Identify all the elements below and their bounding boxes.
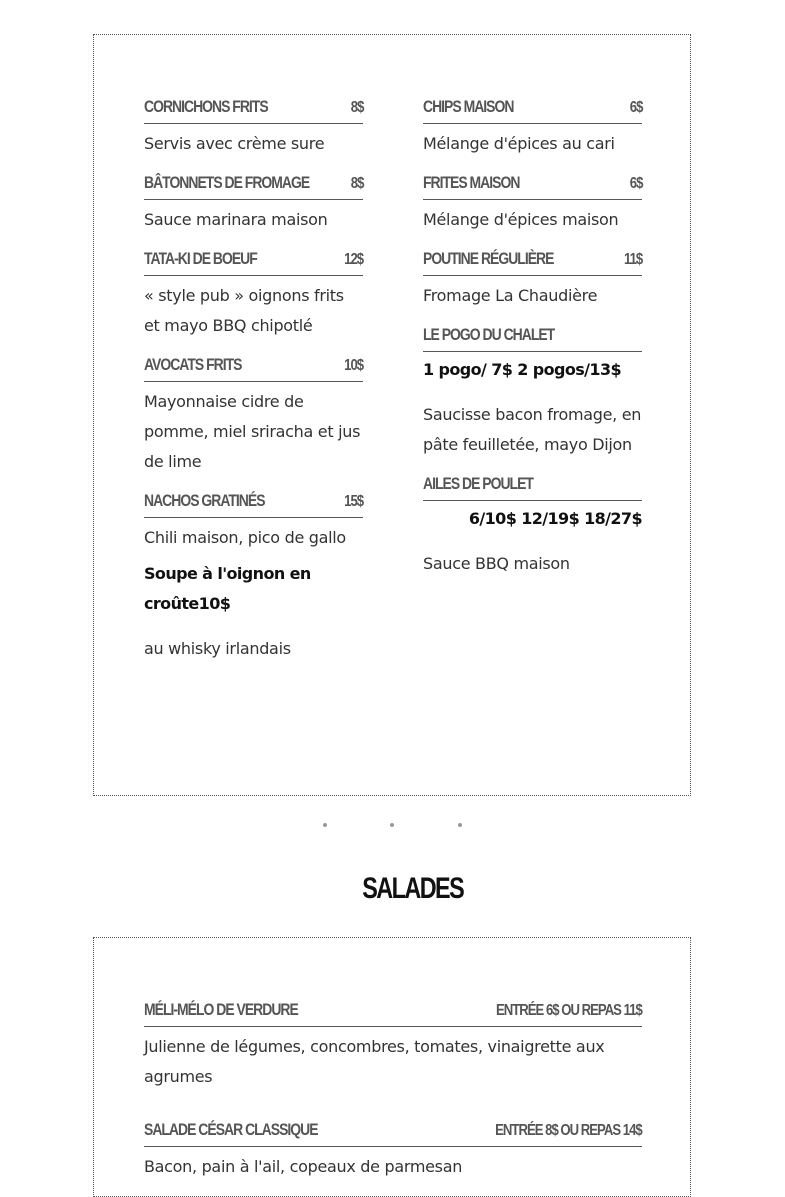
- menu-item-header: [423, 97, 642, 124]
- divider-dot: [458, 823, 462, 827]
- menu-item-description: Servis avec crème sure: [144, 134, 325, 153]
- appetizers-right-column: [423, 97, 642, 593]
- menu-item-header: [144, 97, 363, 124]
- ailes-prices: 6/10$ 12/19$ 18/27$: [468, 509, 642, 528]
- divider-dot: [323, 823, 327, 827]
- menu-item-header: [423, 325, 642, 352]
- menu-item: [144, 491, 363, 553]
- menu-item: [144, 249, 363, 341]
- menu-item-price: ENTRÉE 6$ OU REPAS 11$: [496, 1002, 642, 1019]
- menu-item-description: Sauce BBQ maison: [423, 554, 570, 573]
- menu-item-header: [144, 1000, 642, 1027]
- pogo-prices: 1 pogo/ 7$ 2 pogos/13$: [423, 360, 622, 379]
- soupe-title: Soupe à l'oignon en croûte10$: [144, 564, 311, 613]
- menu-item-name: CORNICHONS FRITS: [144, 97, 268, 116]
- menu-item-price: 15$: [344, 493, 363, 510]
- menu-item-price: 6$: [629, 175, 642, 192]
- menu-item-description: Mélange d'épices maison: [423, 210, 619, 229]
- appetizers-menu-box: [93, 34, 691, 796]
- appetizers-left-column: [144, 97, 363, 664]
- menu-item: [423, 249, 642, 311]
- menu-item-description: Julienne de légumes, concombres, tomates, vinaigrette aux agrumes: [144, 1037, 605, 1086]
- menu-item-description: Mélange d'épices au cari: [423, 134, 615, 153]
- menu-item-price: 6$: [629, 99, 642, 116]
- menu-item-name: FRITES MAISON: [423, 173, 520, 192]
- menu-item: [144, 97, 363, 159]
- menu-item-price: ENTRÉE 8$ OU REPAS 14$: [495, 1122, 642, 1139]
- menu-item-name: NACHOS GRATINÉS: [144, 491, 265, 510]
- menu-item: [144, 173, 363, 235]
- menu-item-name: TATA-KI DE BOEUF: [144, 249, 257, 268]
- menu-item-name: CHIPS MAISON: [423, 97, 514, 116]
- menu-item-name: MÉLI-MÉLO DE VERDURE: [144, 1000, 298, 1019]
- section-divider-dots: [0, 823, 785, 829]
- menu-item-description: Sauce marinara maison: [144, 210, 328, 229]
- menu-item-name: BÂTONNETS DE FROMAGE: [144, 173, 310, 192]
- menu-item-name: AVOCATS FRITS: [144, 355, 242, 374]
- menu-item-description: Saucisse bacon fromage, en pâte feuilletée, mayo Dijon: [423, 405, 642, 454]
- menu-item-price: 8$: [350, 99, 363, 116]
- menu-item: [144, 1120, 642, 1182]
- menu-item-description: Bacon, pain à l'ail, copeaux de parmesan: [144, 1157, 463, 1176]
- ailes-item: [423, 474, 642, 579]
- menu-item-name: AILES DE POULET: [423, 474, 533, 493]
- menu-item-header: [423, 249, 642, 276]
- menu-item-description: Fromage La Chaudière: [423, 286, 598, 305]
- menu-item-description: Chili maison, pico de gallo: [144, 528, 346, 547]
- salades-section-title: [0, 872, 785, 906]
- menu-item-header: [144, 491, 363, 518]
- menu-item-price: 10$: [344, 357, 363, 374]
- menu-item-header: [144, 173, 363, 200]
- menu-item-price: 12$: [344, 251, 363, 268]
- menu-item-header: [423, 474, 642, 501]
- menu-item-name: LE POGO DU CHALET: [423, 325, 555, 344]
- salades-title-text: SALADES: [362, 872, 463, 905]
- menu-item-name: POUTINE RÉGULIÈRE: [423, 249, 554, 268]
- menu-item-header: [144, 249, 363, 276]
- menu-item-name: SALADE CÉSAR CLASSIQUE: [144, 1120, 318, 1139]
- menu-item: [423, 97, 642, 159]
- menu-item-description: « style pub » oignons frits et mayo BBQ chipotlé: [144, 286, 344, 335]
- menu-item-header: [144, 1120, 642, 1147]
- salades-menu-box: [93, 937, 691, 1197]
- menu-item: [144, 1000, 642, 1092]
- menu-item-price: 8$: [350, 175, 363, 192]
- pogo-item: [423, 325, 642, 460]
- divider-dot: [390, 823, 394, 827]
- menu-item: [144, 355, 363, 477]
- menu-item-header: [423, 173, 642, 200]
- soupe-description: au whisky irlandais: [144, 639, 291, 658]
- menu-item: [423, 173, 642, 235]
- menu-item-description: Mayonnaise cidre de pomme, miel sriracha et jus de lime: [144, 392, 361, 471]
- menu-item-price: 11$: [623, 251, 642, 268]
- menu-item-header: [144, 355, 363, 382]
